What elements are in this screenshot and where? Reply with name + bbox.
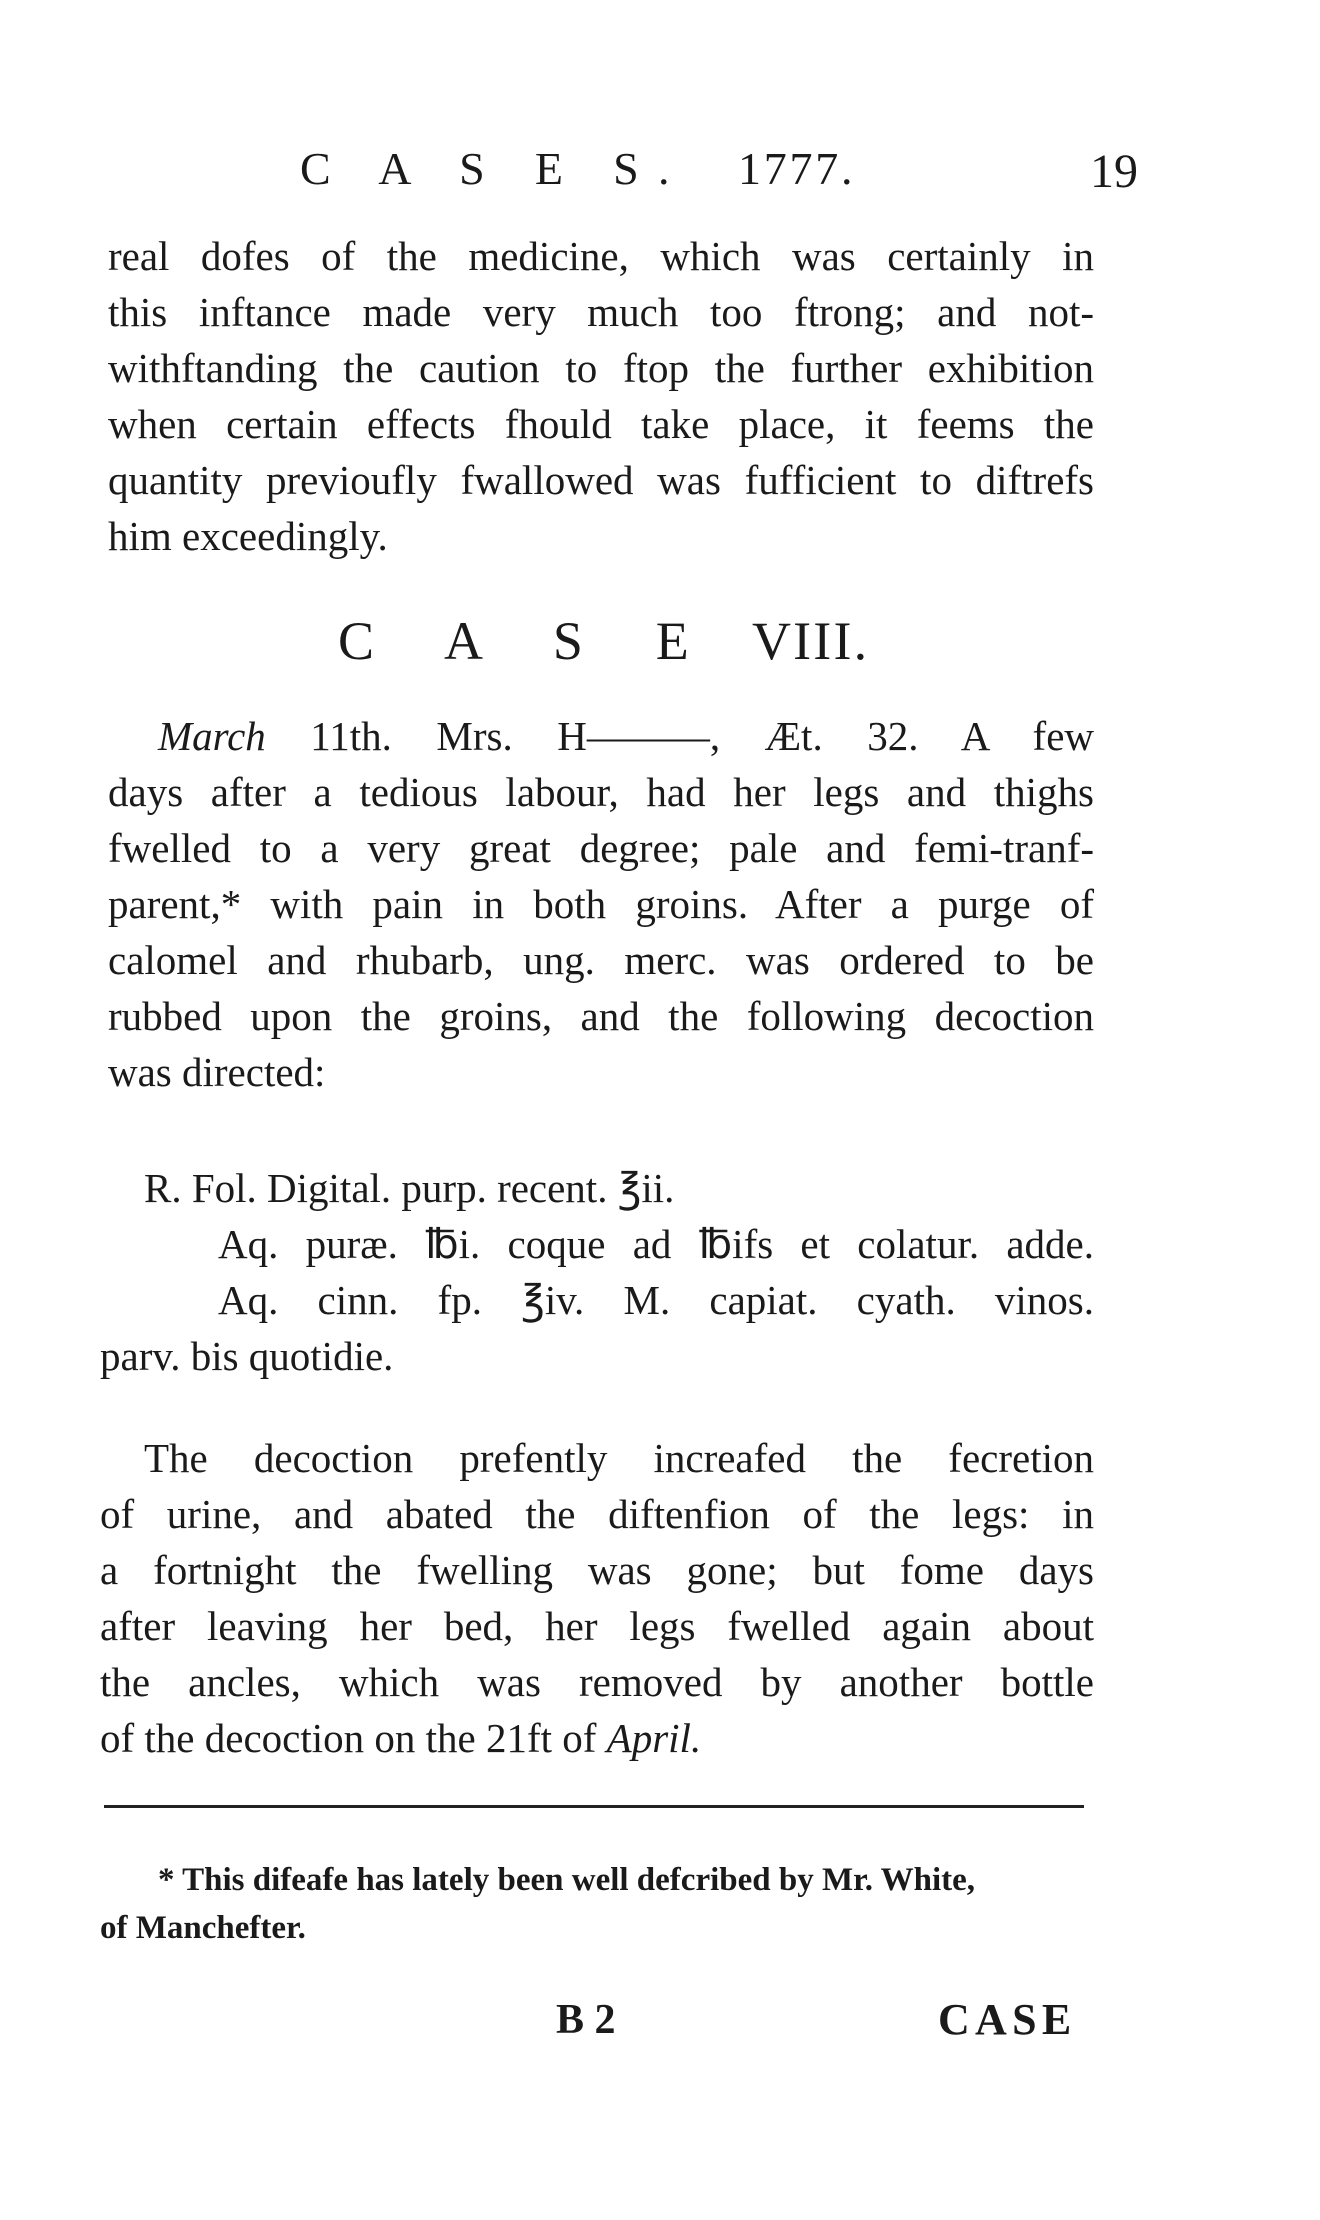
- text-line: this inftance made very much too ftrong; and not-: [108, 289, 1094, 335]
- text-line: calomel and rhubarb, ung. merc. was ordered to be: [108, 937, 1094, 983]
- case-paragraph: [108, 708, 1094, 1100]
- footnote-line: of Manchefter.: [100, 1910, 306, 1946]
- case-date-month: March: [158, 713, 266, 759]
- text-line: the ancles, which was removed by another bottle: [100, 1659, 1094, 1705]
- case-date-rest: 11th. Mrs. H———, Æt. 32. A few: [265, 713, 1094, 759]
- signature-mark: B 2: [556, 1997, 616, 2043]
- catchword: CASE: [938, 1995, 1077, 2044]
- closing-line-month: April.: [606, 1715, 702, 1761]
- text-line: withftanding the caution to ftop the further exhibition: [108, 345, 1094, 391]
- opening-paragraph: [108, 228, 1094, 564]
- footnote: [100, 1856, 975, 1952]
- case-heading-word: C A S E: [338, 611, 719, 671]
- text-line: was directed:: [108, 1049, 326, 1095]
- prescription-line: Aq. cinn. fp. ℥iv. M. capiat. cyath. vinos.: [218, 1277, 1094, 1323]
- text-line: quantity previoufly fwallowed was fufficient to diftrefs: [108, 457, 1094, 503]
- prescription-line: parv. bis quotidie.: [100, 1333, 394, 1379]
- text-line: real dofes of the medicine, which was certainly in: [108, 233, 1094, 279]
- text-line: [108, 708, 1094, 764]
- prescription: [100, 1160, 1094, 1384]
- page-number: 19: [1090, 145, 1138, 198]
- closing-paragraph: [100, 1430, 1094, 1766]
- text-line: him exceedingly.: [108, 513, 388, 559]
- text-line: when certain effects fhould take place, it feems the: [108, 401, 1094, 447]
- text-line: a fortnight the fwelling was gone; but fome days: [100, 1547, 1094, 1593]
- prescription-line: Aq. puræ. ℔i. coque ad ℔ifs et colatur. adde.: [218, 1221, 1094, 1267]
- text-line: The decoction prefently increafed the fecretion: [144, 1435, 1094, 1481]
- footnote-rule: [104, 1805, 1084, 1808]
- footnote-line: * This difeafe has lately been well defcribed by Mr. White,: [158, 1862, 976, 1898]
- running-head-year: 1777.: [738, 143, 856, 194]
- text-line: of urine, and abated the diftenfion of the legs: in: [100, 1491, 1094, 1537]
- case-heading-numeral: VIII.: [752, 611, 870, 671]
- running-head-title: C A S E S.: [300, 143, 689, 194]
- text-line: [100, 1710, 1094, 1766]
- text-line: days after a tedious labour, had her legs and thighs: [108, 769, 1094, 815]
- text-line: fwelled to a very great degree; pale and femi-tranf-: [108, 825, 1094, 871]
- text-line: parent,* with pain in both groins. After a purge of: [108, 881, 1094, 927]
- text-line: after leaving her bed, her legs fwelled again about: [100, 1603, 1094, 1649]
- prescription-line: R. Fol. Digital. purp. recent. ℥ii.: [144, 1165, 675, 1211]
- closing-line-text: of the decoction on the 21ft of: [100, 1715, 607, 1761]
- text-line: rubbed upon the groins, and the following decoction: [108, 993, 1094, 1039]
